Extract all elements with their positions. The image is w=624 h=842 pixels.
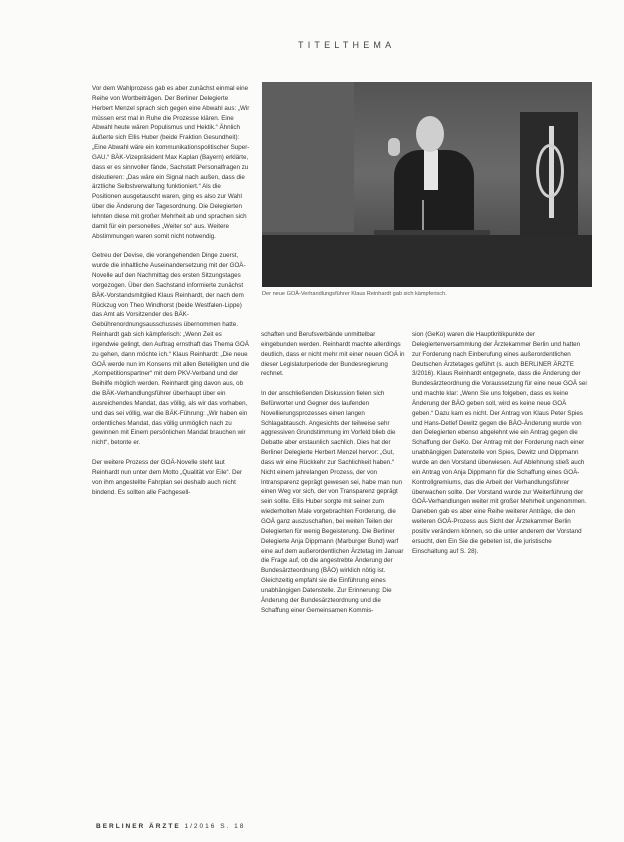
text-column-2 bbox=[261, 330, 406, 625]
audience-area bbox=[262, 82, 354, 232]
paragraph: In der anschließenden Diskussion fielen sich Befürworter und Gegner des laufenden Novellierungsprozesses einen langen Schlagabtausch. Angesichts der teilweise sehr aggressiven Grundstimmung im Vorfeld blieb die Debatte aber erstaunlich sachlich. Dies hat der Berliner Delegierte Herbert Menzel hervor: „Gut, dass wir eine Rückkehr zur Sachlichkeit haben.“ Nicht einem jahrelangen Prozess, der von Intransparenz geprägt gewesen sei, habe man nun einen Weg vor sich, der von Transparenz geprägt sein sollte. Ellis Huber sorgte mit seiner zum wiederholten Male vorgebrachten Forderung, die GOÄ ganz auszuschaften, bei weiten Teilen der Delegierten für wenig Begeisterung. Die Berliner Delegierte Anja Dippmann (Marburger Bund) warf eine auf dem außerordentlichen Ärztetag im Januar die Frage auf, ob die angestrebte Änderung der Bundesärzteordnung (BÄO) wirklich nötig ist. Gleichzeitig empfahl sie die Einführung eines unabhängigen Datenstelle. Zur Erinnerung: Die Änderung der Bundesärzteordnung und die Schaffung einer Gemeinsamen Kommis- bbox=[261, 390, 404, 614]
stage bbox=[262, 235, 592, 287]
raised-hand bbox=[388, 138, 400, 156]
snake-icon bbox=[536, 144, 564, 198]
paragraph: schaften und Berufsverbände unmittelbar eingebunden werden. Reinhardt machte allerdings deutlich, dass er nicht mehr mit einer neuen GOÄ in dieser Legislaturperiode der Bundesregierung rechnet. bbox=[261, 331, 405, 378]
paragraph: Getreu der Devise, die vorangehenden Dinge zuerst, wurde die inhaltliche Auseinandersetzung mit der GOÄ-Novelle auf den Nachmittag des ersten Sitzungstages vorgezogen. Über den Sachstand informierte zunächst BÄK-Vorstandsmitglied Klaus Reinhardt, der nach dem Rückzug von Theo Windhorst (beide Westfalen-Lippe) das Amt als Vorsitzender des BÄK-Gebührenordnungsausschusses übernommen hatte. Reinhardt gab sich kämpferisch: „Wenn Zeit es irgendwie gelingt, den Auftrag ernsthaft das Thema GOÄ zu gehen, dann möchte ich.“ Klaus Reinhardt: „Die neue GOÄ werde nun im Konsens mit allen Beteiligten und die „Kompetitionspartner“ mit dem PKV-Verband und der Beihilfe möglich werden. Reinhardt ging davon aus, ob die BÄK-Verhandlungsführer überhaupt über ein ausreichendes Mandat, das völlig, als wir das vorhaben, und das sei völlig, war die BÄK-Führung: „Wir haben ein ordentliches Mandat, das völlig unmöglich nach zu gewinnen mit Einem persönlichen Mandat brauchen wir nicht“, betonte er. bbox=[92, 252, 250, 447]
speaker-photo bbox=[262, 82, 592, 287]
magazine-name: BERLINER ÄRZTE bbox=[96, 823, 181, 830]
page-footer bbox=[96, 823, 245, 830]
text-column-3 bbox=[412, 330, 587, 566]
speaker-shirt bbox=[424, 150, 438, 190]
paragraph: Der weitere Prozess der GOÄ-Novelle steht laut Reinhardt nun unter dem Motto „Qualität vor Eile“. Der von ihm angestellte Fahrplan sei deshalb auch nicht bindend. Es sollten alle Fachgesell- bbox=[92, 458, 243, 496]
text-column-1 bbox=[92, 84, 250, 507]
photo-caption: Der neue GOÄ-Verhandlungsführer Klaus Reinhardt gab sich kämpferisch. bbox=[262, 291, 447, 297]
issue-info: 1/2016 S. 18 bbox=[184, 823, 246, 830]
speaker-head bbox=[416, 116, 444, 152]
paragraph: sion (GeKo) waren die Hauptkritikpunkte der Delegiertenversammlung der Ärztekammer Berlin und hatten zur Forderung nach Einberufung eines außerordentlichen Deutschen Ärztetages geführt (s. auch BERLINER ÄRZTE 3/2016). Klaus Reinhardt entgegnete, dass die Änderung der Bundesärzteordnung die Voraussetzung für eine neue GOÄ sei und machte klar: „Wenn Sie uns folgeben, dass es keine Änderung der BÄO geben soll, wird es keine neue GOÄ geben.“ Dazu kam es nicht. Der Antrag von Klaus Peter Spies und Hans-Detlef Dewitz gegen die BÄO-Änderung wurde von den Delegierten ebenso abgelehnt wie ein Antrag gegen die Schaffung der GeKo. Der Antrag mit der Forderung nach einer unabhängigen Datenstelle von Spies, Dewitz und Dippmann wurde an den Vorstand überwiesen. Auf Ablehnung stieß auch ein Antrag von Anja Dippmann für die Schaffung eines GOÄ-Kontrollgremiums, das die Arbeit der Verhandlungsführer überwachen sollte. Der Vorstand wurde zur Weiterführung der GOÄ-Verhandlungen weiter mit großer Mehrheit ungenommen. Daneben gab es aber eine Reihe weiterer Anträge, die den weiteren GOÄ-Prozess aus Sicht der Ärztekammer Berlin positiv verändern können, so die unter anderem der Vorstand ersucht, den Ein Sie die gebeten ist, die juristische Einschaltung auf S. 28). bbox=[412, 331, 587, 555]
microphone-icon bbox=[422, 200, 424, 232]
paragraph: Vor dem Wahlprozess gab es aber zunächst einmal eine Reihe von Wortbeiträgen. Der Berliner Delegierte Herbert Menzel sprach sich gegen eine Abwahl aus: „Wir müssen erst mal in Ruhe die Prozesse klären. Eine Abwahl heute wären Populismus und Hektik.“ Ähnlich äußerte sich Ellis Huber (beide Fraktion Gesundheit): „Eine Abwahl wäre ein kommunikationspolitischer Super-GAU.“ BÄK-Vizepräsident Max Kaplan (Bayern) erklärte, dass er es sinnvoller fände, Sachstatt Personalfragen zu diskutieren: „Das wäre ein Signal nach außen, dass die ärztliche Selbstverwaltung funktioniert.“ Als die Positionen ausgetauscht waren, ging es also zur Wahl über die Änderung der Tagesordnung. Die Delegierten lehnten diese mit großer Mehrheit ab und sprachen sich damit für ein personelles „Weiter so“ aus. Weitere Abstimmungen waren somit nicht notwendig. bbox=[92, 85, 250, 240]
section-header: TITELTHEMA bbox=[298, 40, 396, 50]
